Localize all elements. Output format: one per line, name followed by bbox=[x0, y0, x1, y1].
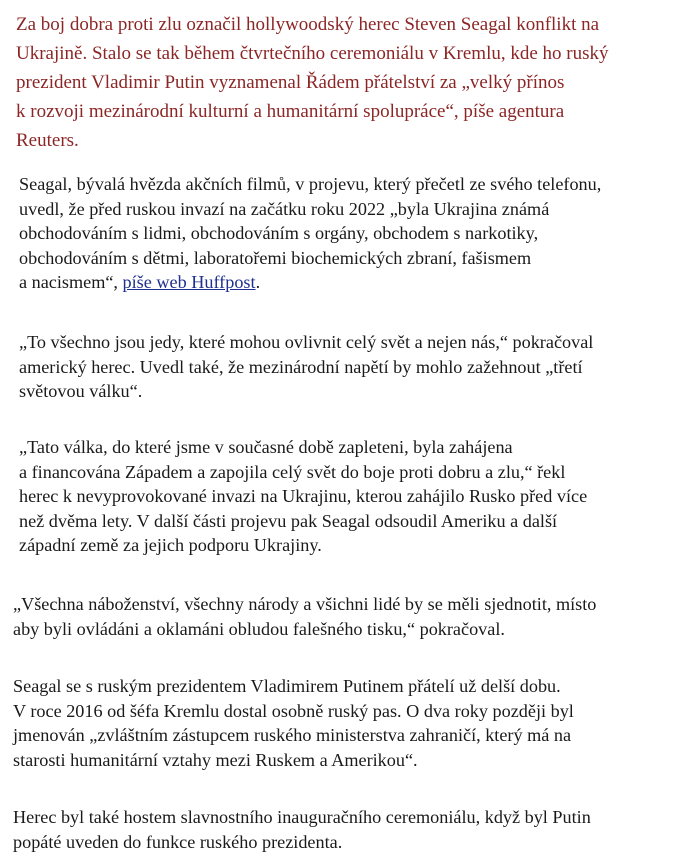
huffpost-source-link[interactable]: píše web Huffpost bbox=[122, 272, 256, 292]
paragraph-unite-quote: „Všechna náboženství, všechny národy a všichni lidé by se měli sjednotit, místo aby byli ovládáni a oklamáni obludou falešného tisku,“ pokračoval. bbox=[13, 594, 597, 639]
paragraph-friendship: Seagal se s ruským prezidentem Vladimirem Putinem přátelí už delší dobu. V roce 2016 od šéfa Kremlu dostal osobně ruský pas. O dva roky později byl jmenován „zvláštním zástupcem ruského ministerstva zahraničí, který má na starosti humanitární vztahy mezi Ruskem a Amerikou“. bbox=[13, 676, 574, 770]
article-perex: Za boj dobra proti zlu označil hollywoodský herec Steven Seagal konflikt na Ukrajině. Stalo se tak během čtvrtečního ceremoniálu v Kremlu, kde ho ruský prezident Vladimir Putin vyznamenal Řádem přátelství za „velký přínos k rozvoji mezinárodní kulturní a humanitární spolupráce“, píše agentura Reuters. bbox=[16, 14, 609, 151]
paragraph-poisons-quote: „To všechno jsou jedy, které mohou ovlivnit celý svět a nejen nás,“ pokračoval americký herec. Uvedl také, že mezinárodní napětí by mohlo zažehnout „třetí světovou válku“. bbox=[19, 332, 594, 401]
paragraph-inauguration: Herec byl také hostem slavnostního inauguračního ceremoniálu, když byl Putin popáté uveden do funkce ruského prezidenta. bbox=[13, 807, 591, 852]
paragraph-end: . bbox=[255, 272, 261, 292]
paragraph-seagal-speech bbox=[19, 172, 683, 295]
paragraph-text: Seagal, bývalá hvězda akčních filmů, v projevu, který přečetl ze svého telefonu, uvedl, že před ruskou invazí na začátku roku 2022 „byla Ukrajina známá obchodováním s lidmi, obchodováním s orgány, obchodem s narkotiky, obchodováním s dětmi, laboratořemi biochemických zbraní, fašismem a nacismem“, bbox=[19, 174, 602, 292]
paragraph-war-quote: „Tato válka, do které jsme v současné době zapleteni, byla zahájena a financována Západem a zapojila celý svět do boje proti dobru a zlu,“ řekl herec k nevyprovokované invazi na Ukrajinu, kterou zahájilo Rusko před více než dvěma lety. V další části projevu pak Seagal odsoudil Ameriku a další západní země za jejich podporu Ukrajiny. bbox=[19, 437, 588, 555]
